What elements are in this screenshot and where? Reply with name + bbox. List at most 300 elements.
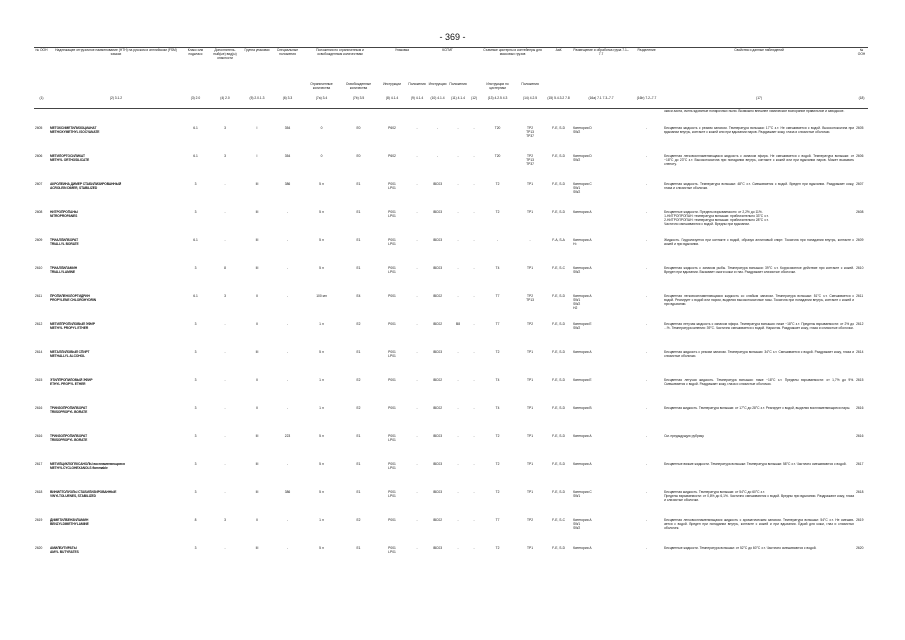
col-header-pg: Группа упаковки — [242, 48, 272, 83]
shipping-name-ru: АКРОЛЕИНА ДИМЕР СТАБИЛИЗИРОВАННЫЙ — [50, 182, 122, 186]
cell-properties: Бесцветные жидкости. Пределы взрываемости: от 2,2% до 11%. 1-НИТРОПРОПАН: температура вспышки: приблизительно 33°C з.т. 2-НИТРОПРОПАН: температура вспышки: приблизительно 28°C з.т. Частично смешиваются с водой. Вредны при вдыхании. — [664, 210, 769, 227]
colnum-12: (12) — [468, 96, 480, 109]
col-header-special: Специальные положения — [272, 48, 303, 83]
cell-ems: F-E, S-D — [552, 378, 565, 382]
cell-subsidiary-risk: - — [224, 406, 226, 410]
colnum-5: (5) 2.0.1.3 — [242, 96, 272, 109]
cell-ems: F-E, S-D — [552, 434, 565, 438]
cell-un-number-right: 2611 — [856, 294, 864, 298]
cell-ems: F-E, S-D — [552, 182, 565, 186]
cell-stowage: Категория E SW2 — [573, 322, 592, 331]
shipping-name-en: TRIISOPROPYL BORATE — [50, 410, 88, 415]
cell-segregation: - — [646, 350, 648, 354]
cell-packing-provision: - — [416, 546, 418, 550]
cell-col-12: - — [473, 378, 475, 382]
cell-packing-group: III — [255, 350, 259, 354]
cell-un-number-right: 2619 — [856, 518, 864, 522]
cell-ibc-provision: - — [457, 378, 459, 382]
cell-packing-instruction: P001 LP01 — [388, 210, 396, 219]
cell-stowage: Категория A — [573, 462, 592, 466]
cell-stowage: Категория A H¹ — [573, 238, 592, 247]
cell-shipping-name — [49, 434, 183, 462]
cell-stowage: Категория C SW1 SW2 — [573, 182, 592, 195]
cell-shipping-name — [49, 266, 183, 294]
cell-un-number: 2610 — [35, 266, 43, 270]
cell-excepted-quantity: E0 — [356, 126, 361, 130]
col-header-properties: Свойства и данные наблюдений — [663, 48, 855, 83]
cell-class: 3 — [194, 182, 197, 186]
cell-tank-instruction: T2 — [495, 350, 500, 354]
subheader-tank-instr: Инструкции по цистернам — [486, 82, 509, 91]
cell-tank-provision: TP1 — [527, 182, 534, 186]
cell-subsidiary-risk: - — [224, 210, 226, 214]
cell-un-number: 2608 — [35, 210, 43, 214]
col-header-ibc: КСГМГ — [427, 48, 468, 83]
shipping-name-ru: ДИМЕТИЛБЕНЗИЛАМИН — [50, 518, 89, 522]
cell-class: 3 — [194, 322, 197, 326]
cell-subsidiary-risk: - — [224, 546, 226, 550]
cell-tank-provision: TP1 — [527, 378, 534, 382]
cell-un-number-right: 2620 — [856, 546, 864, 550]
col-header-lq-eq: Положения по ограниченным и освобожденным количествам — [303, 48, 377, 83]
cell-segregation: - — [646, 238, 648, 242]
cell-shipping-name — [49, 350, 183, 378]
colnum-15: (15) 5.4.3.2 7.8 — [545, 96, 572, 109]
table-row — [34, 238, 868, 266]
cell-tank-instruction: T7 — [495, 294, 500, 298]
cell-packing-provision: - — [416, 378, 418, 382]
cell-packing-instruction: P602 — [388, 154, 396, 158]
col-header-ems: АаК — [545, 48, 572, 83]
cell-special-provisions: - — [286, 266, 289, 270]
shipping-name-en: METHYL ORTHOSILICATE — [50, 158, 90, 163]
cell-tank-instruction: T7 — [495, 322, 500, 326]
shipping-name-en: METHYL PROPYL ETHER — [50, 326, 89, 331]
cell-packing-instruction: P001 LP01 — [388, 546, 396, 555]
continued-properties-text: окиси азота, очень ядовитые попарочных пыли. Возможно внешнее химическое возгорание правильное и заводское. — [664, 109, 845, 113]
cell-limited-quantity: 5 л — [319, 546, 324, 550]
dangerous-goods-table — [34, 47, 868, 574]
subheader-pack-instr: Инструкции — [383, 82, 401, 86]
cell-stowage: Категория A SW2 — [573, 266, 592, 275]
cell-class: 3 — [194, 434, 197, 438]
cell-un-number: 2605 — [35, 126, 43, 130]
cell-col-12: - — [473, 350, 475, 354]
cell-ibc-instruction: IBC02 — [432, 518, 443, 522]
shipping-name-ru: МЕТОКСИМЕТИЛИЗОЦИАНАТ — [50, 126, 97, 130]
cell-stowage: Категория C SW1 — [573, 490, 592, 499]
cell-subsidiary-risk: - — [224, 350, 226, 354]
cell-ems: F-E, S-D — [552, 210, 565, 214]
cell-tank-provision: - — [529, 238, 531, 242]
cell-ibc-provision: - — [457, 182, 459, 186]
col-header-name: Надлежащее отгрузочное наименование (НТН) на русском и английском (FSM) языках — [49, 48, 183, 83]
cell-un-number-right: 2605 — [856, 126, 864, 130]
cell-limited-quantity: 5 л — [319, 350, 324, 354]
cell-packing-provision: - — [416, 490, 418, 494]
shipping-name-ru: ПРОПИЛЕНХЛОРГИДРИН — [50, 294, 90, 298]
cell-tank-instruction: T2 — [495, 210, 500, 214]
cell-subsidiary-risk: 3 — [224, 518, 226, 522]
colnum-2: (2) 3.1.2 — [49, 96, 183, 109]
cell-un-number: 2617 — [35, 462, 43, 466]
cell-ems: F-E, S-D — [552, 294, 565, 298]
cell-ems: F-E, S-D — [552, 546, 565, 550]
colnum-16a: (16a) 7.1 7.3–7.7 — [572, 96, 630, 109]
cell-subsidiary-risk: - — [224, 490, 226, 494]
cell-class: 6.1 — [193, 126, 198, 130]
cell-tank-provision: TP1 — [527, 490, 534, 494]
cell-ibc-instruction: IBC02 — [432, 406, 443, 410]
cell-segregation: - — [646, 210, 648, 214]
cell-tank-instruction: T2 — [495, 434, 500, 438]
cell-segregation: - — [646, 266, 648, 270]
cell-ibc-instruction: - — [436, 126, 439, 130]
cell-tank-instruction: T4 — [495, 406, 500, 410]
cell-packing-group: III — [255, 490, 259, 494]
cell-tank-instruction: T4 — [495, 378, 500, 382]
table-row — [34, 518, 868, 546]
cell-ems: F-E, S-D — [552, 126, 565, 130]
cell-segregation: - — [646, 182, 648, 186]
cell-segregation: - — [646, 294, 648, 298]
shipping-name-en: ETHYL PROPYL ETHER — [50, 382, 86, 387]
cell-col-12: - — [473, 210, 475, 214]
cell-packing-instruction: P001 — [388, 294, 396, 298]
shipping-name-ru: ЭТИЛПРОПИЛОВЫЙ ЭФИР — [50, 378, 93, 382]
cell-packing-instruction: P001 — [388, 518, 396, 522]
cell-un-number: 2619 — [35, 518, 43, 522]
cell-segregation: - — [646, 434, 648, 438]
cell-ems: F-E, S-D — [552, 406, 565, 410]
cell-packing-provision: - — [416, 210, 418, 214]
cell-ibc-provision: B8 — [456, 322, 461, 326]
cell-packing-provision: - — [416, 350, 418, 354]
col-header-12 — [468, 48, 480, 83]
cell-special-provisions: 386 — [284, 490, 291, 494]
cell-special-provisions: - — [286, 406, 289, 410]
cell-un-number-right: 2607 — [856, 182, 864, 186]
colnum-16b: (16b) 7.2–7.7 — [630, 96, 663, 109]
cell-excepted-quantity: E1 — [356, 350, 361, 354]
cell-segregation: - — [646, 518, 648, 522]
shipping-name-en: ACROLEIN DIMER, STABILIZED — [50, 186, 98, 191]
cell-col-12: - — [473, 490, 475, 494]
cell-excepted-quantity: E1 — [356, 462, 361, 466]
colnum-7a: (7a) 3.4 — [303, 96, 340, 109]
cell-col-12: - — [473, 238, 475, 242]
cell-limited-quantity: 1 л — [319, 378, 324, 382]
shipping-name-en: METHYLCYCLOHEXANOLS flammable — [50, 466, 108, 471]
cell-tank-provision: TP2 — [527, 518, 534, 522]
cell-stowage: Категория A — [573, 546, 592, 550]
cell-packing-group: II — [256, 378, 258, 382]
cell-class: 3 — [194, 350, 197, 354]
cell-un-number: 2618 — [35, 490, 43, 494]
cell-ibc-instruction: IBC03 — [432, 490, 443, 494]
cell-excepted-quantity: E1 — [356, 490, 361, 494]
cell-tank-provision: TP1 — [527, 350, 534, 354]
col-header-stowage: Размещение и обработка груза 7.1–7.7 — [572, 48, 630, 83]
cell-ibc-provision: - — [457, 126, 459, 130]
cell-limited-quantity: 5 л — [319, 182, 324, 186]
cell-ibc-provision: - — [457, 434, 459, 438]
cell-class: 3 — [194, 406, 197, 410]
cell-limited-quantity: 5 л — [319, 266, 324, 270]
cell-ems: F-E, S-D — [552, 490, 565, 494]
cell-packing-instruction: P001 — [388, 378, 396, 382]
shipping-name-ru: ВИНИЛТОЛУОЛЫ СТАБИЛИЗИРОВАННЫЕ — [50, 490, 117, 494]
cell-properties: Жидкость. Гидролизуется при контакте с водой, образуя аллиловый спирт. Токсична при попадании внутрь, контакте с кожей и при вдыхании. — [664, 238, 855, 247]
table-body — [34, 109, 868, 575]
cell-tank-provision: TP1 — [527, 546, 534, 550]
col-header-packing: Упаковка — [377, 48, 427, 83]
cell-un-number-right: 2610 — [856, 266, 864, 270]
cell-ibc-provision: - — [457, 294, 459, 298]
cell-excepted-quantity: E0 — [356, 154, 361, 158]
shipping-name-en: BENZYLDIMETHYLAMINE — [50, 522, 89, 527]
cell-ibc-instruction: IBC03 — [432, 350, 443, 354]
cell-properties: Бесцветные жидкости. Температура вспышки: от 52°C до 60°C з.т. Частично смешиваются с водой. — [664, 546, 817, 550]
subheader-lq: Ограниченные количества — [310, 82, 333, 91]
cell-ibc-provision: - — [457, 266, 459, 270]
cell-packing-provision: - — [416, 266, 418, 270]
cell-tank-instruction: T20 — [494, 154, 501, 158]
col-header-un: № ООН — [34, 48, 49, 83]
cell-un-number: 2609 — [35, 238, 43, 242]
cell-tank-provision: TP1 — [527, 406, 534, 410]
cell-segregation: - — [646, 154, 648, 158]
col-header-segregation: Разделение — [630, 48, 663, 83]
cell-ibc-provision: - — [457, 490, 459, 494]
cell-un-number-right: 2617 — [856, 462, 864, 466]
cell-shipping-name — [49, 378, 183, 406]
colnum-9: (9) 4.1.4 — [407, 96, 427, 109]
cell-tank-instruction: T4 — [495, 266, 500, 270]
cell-packing-group: III — [255, 266, 259, 270]
cell-excepted-quantity: E1 — [356, 266, 361, 270]
cell-subsidiary-risk: 3 — [224, 294, 226, 298]
cell-special-provisions: - — [286, 518, 289, 522]
cell-col-12: - — [473, 182, 475, 186]
cell-tank-provision: TP2 — [527, 322, 534, 326]
col-header-subrisk: Дополнительный(ые) вид(ы) опасности — [208, 48, 242, 83]
cell-special-provisions: - — [286, 462, 289, 466]
cell-packing-provision: - — [416, 238, 418, 242]
cell-un-number-right: 2612 — [856, 322, 864, 326]
shipping-name-ru: МЕТИЛОРТОСИЛИКАТ — [50, 154, 85, 158]
shipping-name-en: TRIALLYLAMINE — [50, 270, 75, 275]
cell-excepted-quantity: E4 — [356, 294, 361, 298]
cell-ibc-instruction: IBC03 — [432, 546, 443, 550]
cell-subsidiary-risk: - — [224, 182, 226, 186]
cell-packing-group: I — [256, 126, 258, 130]
cell-packing-group: III — [255, 546, 259, 550]
cell-packing-group: II — [256, 294, 258, 298]
cell-shipping-name — [49, 406, 183, 434]
cell-packing-provision: - — [416, 154, 418, 158]
table-row — [34, 490, 868, 518]
header-row-1 — [34, 48, 868, 83]
cell-special-provisions: - — [286, 294, 289, 298]
cell-ems: F-A, S-A — [552, 238, 565, 242]
cell-tank-provision: TP1 — [527, 462, 534, 466]
shipping-name-en: TRIALLYL BORATE — [50, 242, 79, 247]
cell-segregation: - — [646, 378, 648, 382]
cell-segregation: - — [646, 406, 648, 410]
cell-special-provisions: 386 — [284, 182, 291, 186]
cell-tank-provision: TP1 — [527, 210, 534, 214]
cell-limited-quantity: 0 — [320, 154, 323, 158]
cell-ibc-provision: - — [457, 350, 459, 354]
cell-packing-group: III — [255, 182, 259, 186]
cell-packing-provision: - — [416, 462, 418, 466]
cell-shipping-name — [49, 210, 183, 238]
cell-un-number-right: 2609 — [856, 238, 864, 242]
cell-ems: F-E, S-D — [552, 462, 565, 466]
cell-packing-group: III — [255, 434, 259, 438]
col-header-tanks: Съемные цистерны и контейнеры для массовых грузов — [480, 48, 545, 83]
cell-un-number-right: 2614 — [856, 350, 864, 354]
cell-un-number-right: 2606 — [856, 154, 864, 158]
cell-packing-group: II — [256, 518, 258, 522]
shipping-name-en: NITROPROPANES — [50, 214, 78, 219]
cell-properties: Бесцветная жидкость. Температура вспышки: от 17°C до 28°C з.т. Реагирует с водой, выделяя воспламеняющиеся пары. — [664, 406, 851, 410]
cell-ibc-provision: - — [457, 546, 459, 550]
cell-limited-quantity: 5 л — [319, 490, 324, 494]
page-number: - 369 - — [439, 32, 466, 42]
cell-subsidiary-risk: - — [224, 434, 226, 438]
cell-ibc-provision: - — [457, 154, 459, 158]
cell-ibc-provision: - — [457, 406, 459, 410]
cell-packing-provision: - — [416, 126, 418, 130]
colnum-6: (6) 3.3 — [272, 96, 303, 109]
shipping-name-ru: АМИЛБУТИРАТЫ — [50, 546, 77, 550]
cell-packing-instruction: P001 — [388, 406, 396, 410]
table-row — [34, 210, 868, 238]
cell-special-provisions: - — [286, 350, 289, 354]
cell-un-number-right: 2618 — [856, 490, 864, 494]
cell-special-provisions: - — [286, 378, 289, 382]
cell-class: 8 — [194, 518, 197, 522]
table-row — [34, 154, 868, 182]
cell-ibc-instruction: IBC03 — [432, 434, 443, 438]
cell-un-number-right: 2616 — [856, 406, 864, 410]
cell-packing-instruction: P001 LP01 — [388, 266, 396, 275]
colnum-8: (8) 4.1.4 — [377, 96, 407, 109]
cell-tank-provision: TP1 — [527, 266, 534, 270]
cell-packing-instruction: P001 LP01 — [388, 238, 396, 247]
cell-tank-provision: TP1 — [527, 434, 534, 438]
subheader-pack-prov: Положения — [408, 82, 426, 86]
cell-tank-instruction: T2 — [495, 462, 500, 466]
cell-properties: Бесцветная жидкость с резким запахом. Температура вспышки: 34°C з.т. Смешивается с водой. Раздражает кожу, глаза и слизистые оболочки. — [664, 350, 855, 359]
cell-shipping-name — [49, 238, 183, 266]
cell-packing-provision: - — [416, 322, 418, 326]
cell-special-provisions: 354 — [284, 126, 291, 130]
cell-special-provisions: - — [286, 546, 289, 550]
cell-ibc-provision: - — [457, 238, 459, 242]
cell-col-12: - — [473, 126, 475, 130]
table-row — [34, 266, 868, 294]
cell-un-number: 2616 — [35, 406, 43, 410]
cell-segregation: - — [646, 462, 648, 466]
cell-packing-group: I — [256, 154, 258, 158]
cell-ems: F-E, S-C — [552, 518, 565, 522]
cell-special-provisions: - — [286, 210, 289, 214]
shipping-name-ru: ТРИАЛЛИЛАМИН — [50, 266, 77, 270]
cell-subsidiary-risk: - — [224, 378, 226, 382]
cell-subsidiary-risk: - — [224, 462, 226, 466]
colnum-18: (18) — [855, 96, 868, 109]
cell-un-number: 2620 — [35, 546, 43, 550]
cell-subsidiary-risk: 3 — [224, 126, 226, 130]
cell-col-12: - — [473, 154, 475, 158]
shipping-name-en: AMYL BUTYRATES — [50, 550, 79, 555]
cell-ibc-provision: - — [457, 518, 459, 522]
cell-segregation: - — [646, 490, 648, 494]
cell-stowage: Категория D SW2 — [573, 154, 592, 163]
colnum-14: (14) 4.2.5 — [515, 96, 545, 109]
subheader-eq: Освобожденные количества — [345, 82, 372, 91]
cell-limited-quantity: 1 л — [319, 518, 324, 522]
cell-shipping-name — [49, 126, 183, 154]
cell-limited-quantity: 0 — [320, 126, 323, 130]
subheader-ibc-prov: Положения — [449, 82, 467, 86]
cell-tank-instruction: T20 — [494, 126, 501, 130]
cell-segregation: - — [646, 126, 648, 130]
cell-excepted-quantity: E2 — [356, 406, 361, 410]
cell-class: 3 — [194, 266, 197, 270]
shipping-name-en: METHALLYL ALCOHOL — [50, 354, 85, 359]
cell-col-12: - — [473, 462, 475, 466]
cell-col-12: - — [473, 518, 475, 522]
cell-special-provisions: - — [286, 238, 289, 242]
cell-shipping-name — [49, 294, 183, 322]
cell-properties: Бесцветные вязкие жидкости. Температура вспышки: Температура вспышки: 58°C з.т. Частично смешиваются с водой. — [664, 462, 847, 466]
cell-ibc-provision: - — [457, 210, 459, 214]
cell-ems: F-E, S-D — [552, 154, 565, 158]
cell-un-number: 2614 — [35, 350, 43, 354]
cell-properties: См. предыдущую рубрику. — [664, 434, 705, 438]
cell-tank-instruction: T2 — [495, 546, 500, 550]
shipping-name-ru: ТРИИЗОПРОПИЛБОРАТ — [50, 434, 88, 438]
subheader-ibc-instr: Инструкции — [428, 82, 447, 86]
cell-properties: Бесцветная жидкость. Температура вспышки: от 54°C до 60°C з.т. Пределы взрываемости: от 0,8% до 6,1%. Частично смешиваются с водой. Вредны при вдыхании. Раздражают кожу, глаза и слизистые оболочки. — [664, 490, 855, 503]
cell-ibc-instruction: IBC03 — [432, 462, 443, 466]
cell-shipping-name — [49, 182, 183, 210]
cell-un-number-right: 2615 — [856, 378, 864, 382]
cell-stowage: Категория B — [573, 406, 592, 410]
cell-un-number-right: 2616 — [856, 434, 864, 438]
colnum-3: (3) 2.0 — [183, 96, 208, 109]
cell-ibc-instruction: IBC03 — [432, 238, 443, 242]
cell-ibc-instruction: IBC03 — [432, 266, 443, 270]
cell-segregation: - — [646, 546, 648, 550]
cell-stowage: Категория A SW1 SW2 — [573, 518, 592, 531]
shipping-name-ru: МЕТИЛПРОПИЛОВЫЙ ЭФИР — [50, 322, 95, 326]
cell-packing-instruction: P001 LP01 — [388, 434, 396, 443]
cell-properties: Бесцветная летучая жидкость. Температура вспышки: ниже −18°C з.т. Пределы взрываемости: от 1,7% до 9%. Смешивается с водой. Раздражает кожу, глаза и слизистые оболочки. — [664, 378, 855, 387]
cell-excepted-quantity: E2 — [356, 518, 361, 522]
cell-excepted-quantity: E1 — [356, 238, 361, 242]
cell-excepted-quantity: E1 — [356, 210, 361, 214]
cell-packing-group: III — [255, 462, 259, 466]
header-row-3 — [34, 96, 868, 109]
subheader-tank-prov: Положения — [521, 82, 539, 86]
table-row — [34, 182, 868, 210]
cell-limited-quantity: 5 л — [319, 434, 324, 438]
